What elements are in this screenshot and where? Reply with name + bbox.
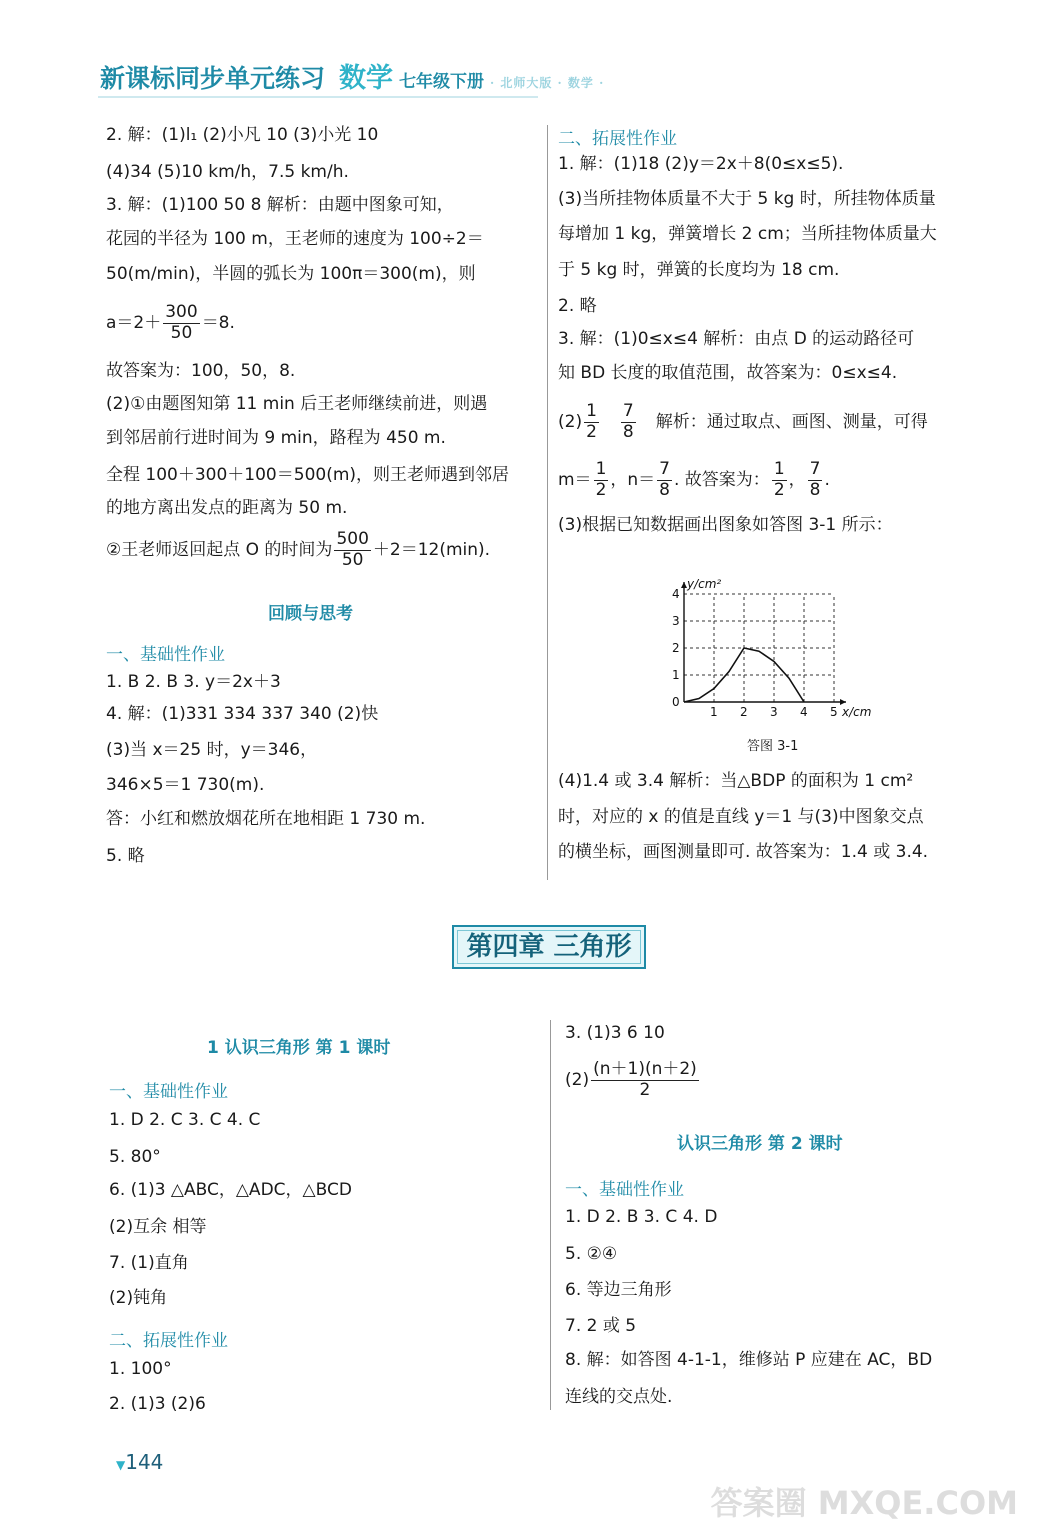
fraction — [163, 303, 199, 343]
chapter-title-box — [452, 925, 646, 969]
answer-line: 全程 100＋300＋100＝500(m)，则王老师遇到邻居 — [106, 465, 510, 485]
y-tick-label: 4 — [672, 587, 680, 601]
denominator: 2 — [595, 479, 607, 500]
x-axis-label: x/cm — [842, 705, 872, 719]
denominator: 2 — [639, 1079, 651, 1100]
answer-line: 2. 略 — [558, 296, 597, 316]
x-tick-label: 4 — [800, 705, 808, 719]
answer-line-with-fraction — [558, 402, 928, 442]
numerator: (n＋1)(n＋2) — [593, 1059, 697, 1079]
triangle-marker-icon: ▼ — [116, 1458, 126, 1472]
fraction — [657, 460, 672, 500]
fraction — [594, 460, 609, 500]
answer-line: 的地方离出发点的距离为 50 m. — [106, 498, 348, 518]
answer-line: (3)根据已知数据画出图象如答图 3-1 所示： — [558, 515, 893, 535]
answer-line: 连线的交点处. — [565, 1387, 673, 1407]
answer-line: 3. 解：(1)0≤x≤4 解析：由点 D 的运动路径可 — [558, 329, 915, 349]
denominator: 50 — [341, 549, 364, 570]
answer-line: 5. ②④ — [565, 1244, 618, 1264]
answer-line: 1. 解：(1)18 (2)y＝2x＋8(0≤x≤5). — [558, 154, 844, 174]
answer-line-with-fraction — [558, 460, 830, 500]
text-part: 解析：通过取点、画图、测量，可得 — [655, 412, 928, 433]
answer-line: 故答案为：100，50，8. — [106, 361, 296, 381]
subject-label: 数学 — [339, 63, 394, 94]
denominator: 2 — [586, 421, 597, 442]
fraction — [334, 530, 370, 570]
text-part: (2) — [558, 412, 583, 433]
grade-label: 七年级下册 — [399, 72, 485, 92]
chapter-title: 第四章 三角形 — [466, 932, 632, 962]
answer-line: 于 5 kg 时，弹簧的长度均为 18 cm. — [558, 260, 840, 280]
answer-line: 6. (1)3 △ABC，△ADC，△BCD — [109, 1180, 352, 1200]
answer-line: 8. 解：如答图 4-1-1，维修站 P 应建在 AC，BD — [565, 1350, 933, 1370]
answer-line-with-fraction — [106, 530, 490, 570]
denominator: 8 — [622, 421, 634, 442]
page-number-value: 144 — [125, 1450, 164, 1474]
answer-graph-3-1 — [660, 560, 890, 725]
lesson-title: 1 认识三角形 第 1 课时 — [207, 1038, 391, 1058]
answer-line: 5. 略 — [106, 846, 145, 866]
answer-line: 每增加 1 kg，弹簧增长 2 cm；当所挂物体质量大 — [558, 224, 937, 244]
numerator: 7 — [659, 459, 670, 479]
answer-line: 的横坐标，画图测量即可. 故答案为：1.4 或 3.4. — [558, 842, 929, 862]
answer-line: 6. 等边三角形 — [565, 1280, 672, 1300]
figure-caption: 答图 3-1 — [747, 739, 799, 754]
column-divider-bottom — [550, 1020, 551, 1410]
numerator: 7 — [809, 459, 821, 479]
denominator: 2 — [773, 479, 785, 500]
answer-line: 3. (1)3 6 10 — [565, 1023, 665, 1043]
answer-line: (4)1.4 或 3.4 解析：当△BDP 的面积为 1 cm² — [558, 771, 914, 791]
section-heading: 一、基础性作业 — [565, 1180, 684, 1200]
text-part: ②王老师返回起点 O 的时间为 — [106, 540, 333, 561]
answer-line: 346×5＝1 730(m). — [106, 775, 265, 795]
x-tick-label: 3 — [770, 705, 778, 719]
header-divider — [98, 96, 538, 98]
answer-line: 知 BD 长度的取值范围，故答案为：0≤x≤4. — [558, 363, 898, 383]
numerator: 1 — [595, 459, 607, 479]
origin-label: 0 — [672, 695, 680, 709]
answer-line: 2. (1)3 (2)6 — [109, 1394, 206, 1414]
numerator: 1 — [586, 401, 597, 421]
text-part: (2) — [565, 1070, 590, 1091]
numerator: 7 — [622, 401, 634, 421]
book-title: 新课标同步单元练习 — [100, 64, 326, 93]
text-part: ＝8. — [201, 313, 235, 334]
answer-line: 1. B 2. B 3. y＝2x＋3 — [106, 672, 281, 692]
y-tick-label: 3 — [672, 614, 680, 628]
answer-line: 50(m/min)，半圆的弧长为 100π＝300(m)，则 — [106, 264, 476, 284]
text-part: . 故答案为： — [674, 470, 770, 491]
section-heading: 二、拓展性作业 — [109, 1331, 228, 1351]
text-part: ＋2＝12(min). — [372, 540, 491, 561]
answer-line: 2. 解：(1)l₁ (2)小凡 10 (3)小光 10 — [106, 125, 379, 145]
y-tick-label: 1 — [672, 668, 680, 682]
answer-line: 答：小红和燃放烟花所在地相距 1 730 m. — [106, 809, 426, 829]
watermark: 答案圈 MXQE.COM — [710, 1484, 1018, 1522]
y-axis-label: y/cm² — [687, 577, 722, 591]
header-dots: · 北师大版 · 数学 · — [490, 76, 605, 90]
answer-line: (3)当所挂物体质量不大于 5 kg 时，所挂物体质量 — [558, 189, 936, 209]
answer-line: 1. D 2. B 3. C 4. D — [565, 1207, 718, 1227]
answer-line: 1. D 2. C 3. C 4. C — [109, 1110, 261, 1130]
text-part: ，n＝ — [610, 470, 656, 491]
fraction — [584, 402, 599, 442]
answer-line-with-fraction — [565, 1060, 701, 1100]
answer-line: 5. 80° — [109, 1147, 161, 1167]
numerator: 500 — [336, 529, 369, 549]
book-header — [100, 56, 604, 95]
fraction — [591, 1060, 699, 1100]
answer-line: 7. 2 或 5 — [565, 1316, 637, 1336]
numerator: 1 — [773, 459, 785, 479]
fraction — [808, 460, 823, 500]
answer-line: (2)钝角 — [109, 1288, 168, 1308]
x-tick-label: 1 — [710, 705, 718, 719]
section-heading: 一、基础性作业 — [106, 645, 225, 665]
text-part: ， — [788, 470, 806, 491]
page-number — [116, 1450, 164, 1480]
answer-line: 1. 100° — [109, 1359, 172, 1379]
section-heading: 一、基础性作业 — [109, 1082, 228, 1102]
answer-line: 时，对应的 x 的值是直线 y＝1 与(3)中图象交点 — [558, 807, 924, 827]
x-tick-label: 2 — [740, 705, 748, 719]
denominator: 50 — [170, 322, 193, 343]
answer-line: 到邻居前行进时间为 9 min，路程为 450 m. — [106, 428, 446, 448]
column-divider-top — [547, 125, 548, 880]
answer-line: 7. (1)直角 — [109, 1253, 189, 1273]
answer-line: 3. 解：(1)100 50 8 解析：由题中图象可知， — [106, 195, 454, 215]
answer-line: (2)互余 相等 — [109, 1217, 207, 1237]
denominator: 8 — [659, 479, 670, 500]
answer-line-with-fraction — [106, 303, 235, 343]
y-tick-label: 2 — [672, 641, 680, 655]
lesson-title: 认识三角形 第 2 课时 — [677, 1134, 843, 1154]
fraction — [621, 402, 636, 442]
section-title: 回顾与思考 — [268, 604, 353, 624]
answer-line: (2)①由题图知第 11 min 后王老师继续前进，则遇 — [106, 394, 488, 414]
text-part: m＝ — [558, 470, 592, 491]
section-heading: 二、拓展性作业 — [558, 129, 677, 149]
x-tick-label: 5 — [830, 705, 838, 719]
answer-line: (4)34 (5)10 km/h，7.5 km/h. — [106, 162, 349, 182]
numerator: 300 — [165, 302, 198, 322]
answer-line: (3)当 x＝25 时，y＝346， — [106, 740, 318, 760]
text-part: a＝2＋ — [106, 313, 162, 334]
answer-line: 4. 解：(1)331 334 337 340 (2)快 — [106, 704, 379, 724]
fraction — [772, 460, 787, 500]
text-part: . — [824, 470, 830, 491]
chapter-inner-border — [457, 930, 641, 964]
answer-line: 花园的半径为 100 m，王老师的速度为 100÷2＝ — [106, 229, 484, 249]
denominator: 8 — [809, 479, 821, 500]
